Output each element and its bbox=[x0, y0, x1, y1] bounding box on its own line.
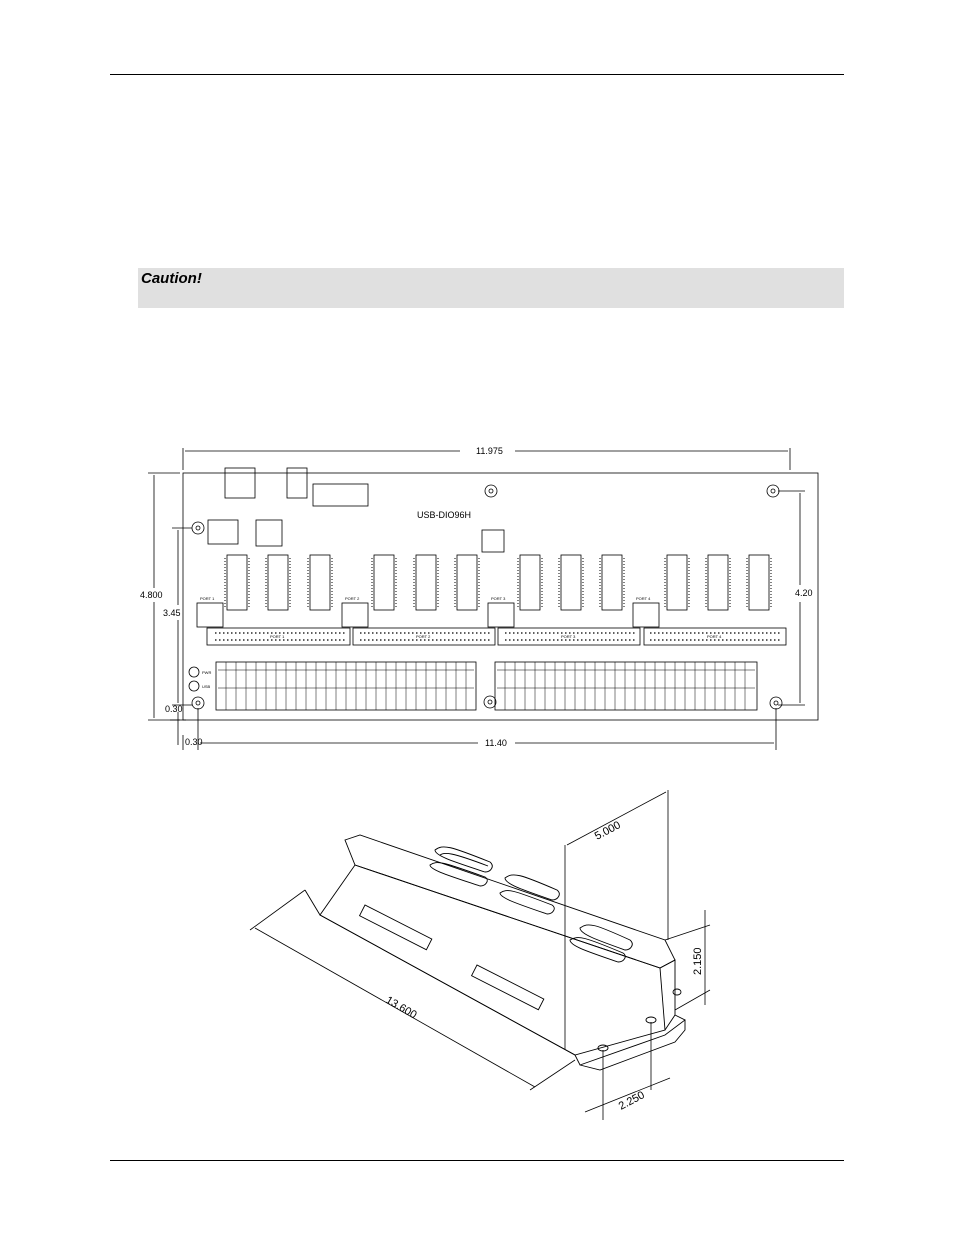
caution-box bbox=[138, 268, 844, 308]
port-header-label-2: PORT 2 bbox=[345, 596, 360, 601]
caution-title: Caution! bbox=[141, 270, 202, 287]
dim-depth: 5.000 bbox=[592, 819, 623, 843]
dim-bottom-offset: 0.30 bbox=[165, 704, 183, 714]
port-header-label-1: PORT 1 bbox=[200, 596, 215, 601]
port-header-label-3: PORT 3 bbox=[491, 596, 506, 601]
dim-mount-height: 4.20 bbox=[795, 588, 813, 598]
enclosure-dimension-drawing bbox=[245, 780, 720, 1125]
header-rule bbox=[110, 74, 844, 75]
port-label-3: PORT 3 bbox=[561, 634, 576, 639]
pwr-label: PWR bbox=[202, 670, 212, 675]
dim-flange: 2.250 bbox=[616, 1089, 647, 1113]
dim-inner-height: 3.45 bbox=[163, 608, 181, 618]
footer-rule bbox=[110, 1160, 844, 1161]
dim-length: 13.600 bbox=[383, 994, 419, 1022]
port-label-2: PORT 2 bbox=[416, 634, 431, 639]
usb-label: USB bbox=[202, 684, 211, 689]
port-label-4: PORT 4 bbox=[707, 634, 722, 639]
dim-left-offset: 0.30 bbox=[185, 737, 203, 747]
dim-overall-width: 11.975 bbox=[476, 446, 503, 456]
dim-mount-width: 11.40 bbox=[485, 738, 507, 748]
port-header-label-4: PORT 4 bbox=[636, 596, 651, 601]
dim-overall-height: 4.800 bbox=[140, 590, 163, 600]
board-dimension-drawing bbox=[130, 440, 820, 750]
board-label: USB-DIO96H bbox=[417, 510, 472, 520]
port-label-1: PORT 1 bbox=[270, 634, 285, 639]
dim-height: 2.150 bbox=[692, 947, 704, 975]
